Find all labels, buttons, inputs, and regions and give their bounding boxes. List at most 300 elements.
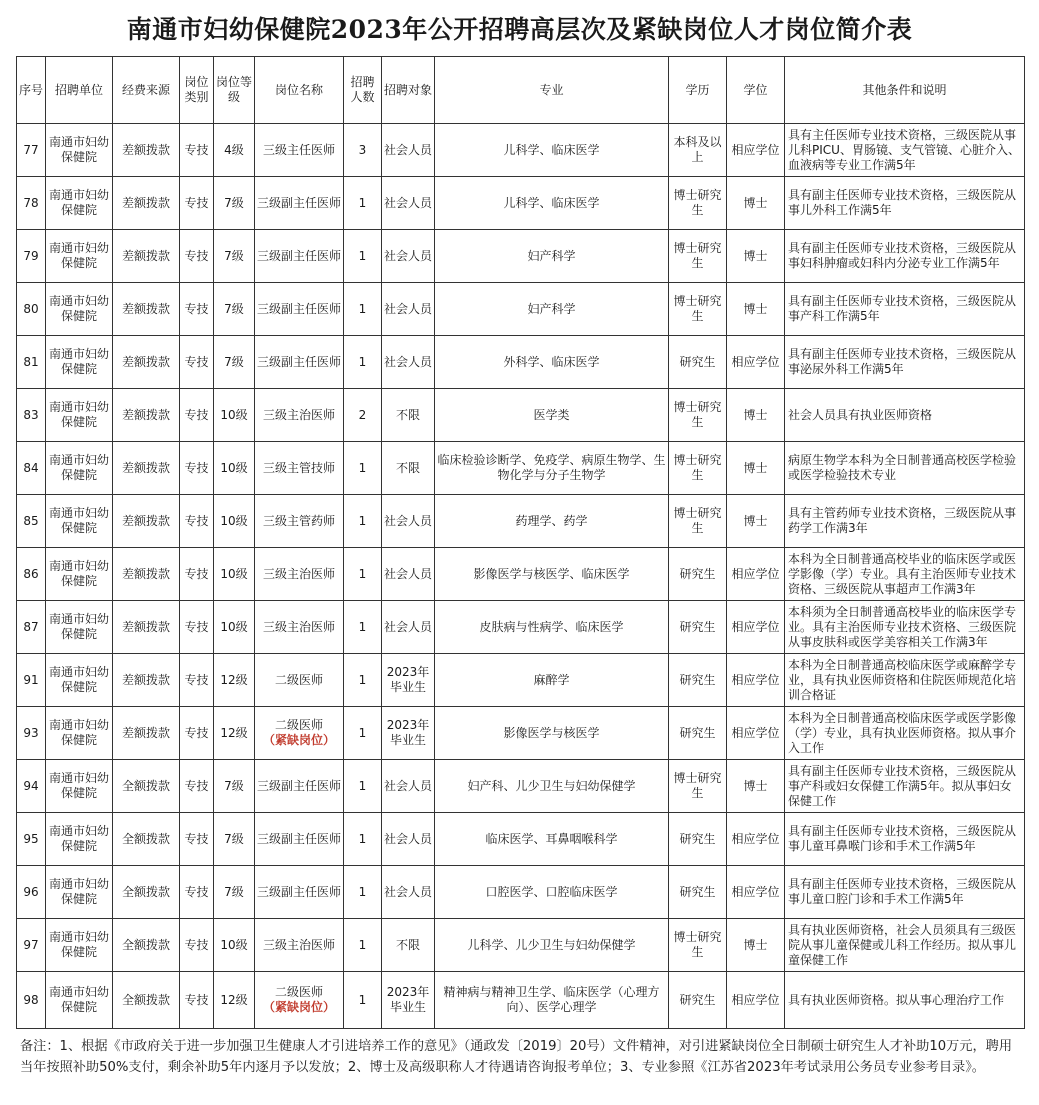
row-number-cell (17, 919, 46, 972)
headcount-cell (344, 389, 382, 442)
headcount-cell (344, 601, 382, 654)
major-cell (435, 336, 669, 389)
position-grade: 7级 (224, 248, 244, 263)
position-name: 三级主管技师 (262, 460, 335, 475)
position-name-cell (255, 389, 344, 442)
position-grade-cell (214, 919, 255, 972)
position-category-cell (180, 972, 214, 1029)
header-cell: 岗位等级 (214, 57, 255, 124)
headcount: 1 (358, 884, 367, 899)
position-category-cell (180, 442, 214, 495)
education-cell (669, 177, 727, 230)
row-number-cell (17, 866, 46, 919)
degree-cell (727, 654, 785, 707)
position-name: 三级副主任医师 (257, 831, 342, 846)
headcount-cell (344, 760, 382, 813)
row-number: 78 (23, 195, 39, 210)
table-row (17, 495, 1025, 548)
notes-cell (785, 654, 1025, 707)
recruiting-unit: 南通市妇幼保健院 (48, 188, 109, 217)
header-cell: 岗位名称 (255, 57, 344, 124)
notes: 具有副主任医师专业技术资格，三级医院从事产科工作满5年 (788, 294, 1017, 323)
notes: 具有主任医师专业技术资格，三级医院从事儿科PICU、胃肠镜、支气管镜、心脏介入、血液病等专业工作满5年 (788, 127, 1020, 172)
notes: 本科为全日制普通高校临床医学或医学影像（学）专业，具有执业医师资格。拟从事介入工作 (788, 710, 1017, 755)
major: 儿科学、儿少卫生与妇幼保健学 (467, 937, 636, 952)
major: 医学类 (533, 407, 570, 422)
position-grade-cell (214, 548, 255, 601)
recruit-target-cell (382, 336, 435, 389)
recruit-target-cell (382, 707, 435, 760)
position-name-cell (255, 866, 344, 919)
headcount-cell (344, 177, 382, 230)
position-name: 三级副主任医师 (257, 248, 342, 263)
education: 研究生 (679, 831, 716, 846)
header-cell: 招聘单位 (46, 57, 113, 124)
notes-cell (785, 230, 1025, 283)
headcount-cell (344, 707, 382, 760)
education: 博士研究生 (673, 241, 722, 270)
position-name-cell (255, 548, 344, 601)
degree-cell (727, 336, 785, 389)
funding-source-cell (113, 283, 180, 336)
position-grade: 12级 (220, 992, 248, 1007)
funding-source-cell (113, 866, 180, 919)
position-category: 专技 (184, 937, 209, 952)
degree: 相应学位 (731, 884, 780, 899)
position-category: 专技 (184, 407, 209, 422)
position-category-cell (180, 283, 214, 336)
position-grade-cell (214, 283, 255, 336)
funding-source: 差额拨款 (121, 354, 170, 369)
major-cell (435, 389, 669, 442)
funding-source: 差额拨款 (121, 248, 170, 263)
funding-source: 差额拨款 (121, 301, 170, 316)
recruit-target-cell (382, 919, 435, 972)
recruit-target: 2023年毕业生 (386, 985, 430, 1014)
position-name-cell (255, 707, 344, 760)
major-cell (435, 760, 669, 813)
row-number-cell (17, 230, 46, 283)
major: 麻醉学 (533, 672, 570, 687)
education: 博士研究生 (673, 188, 722, 217)
recruit-target: 社会人员 (384, 884, 433, 899)
position-grade: 10级 (220, 407, 248, 422)
recruiting-unit: 南通市妇幼保健院 (48, 241, 109, 270)
recruiting-unit: 南通市妇幼保健院 (48, 347, 109, 376)
recruiting-unit: 南通市妇幼保健院 (48, 665, 109, 694)
notes: 具有副主任医师专业技术资格，三级医院从事泌尿外科工作满5年 (788, 347, 1017, 376)
position-category: 专技 (184, 195, 209, 210)
education: 博士研究生 (673, 453, 722, 482)
education: 研究生 (679, 354, 716, 369)
table-row (17, 389, 1025, 442)
position-name: 二级医师 (274, 718, 323, 732)
funding-source-cell (113, 707, 180, 760)
headcount-cell (344, 972, 382, 1029)
position-name-cell (255, 972, 344, 1029)
funding-source: 差额拨款 (121, 725, 170, 740)
position-name-cell (255, 230, 344, 283)
degree: 博士 (743, 301, 768, 316)
recruit-target: 社会人员 (384, 566, 433, 581)
row-number: 93 (23, 725, 39, 740)
position-category-cell (180, 389, 214, 442)
degree-cell (727, 760, 785, 813)
funding-source: 全额拨款 (121, 884, 170, 899)
degree: 相应学位 (731, 619, 780, 634)
position-name: 三级副主任医师 (257, 884, 342, 899)
headcount-cell (344, 654, 382, 707)
major-cell (435, 548, 669, 601)
headcount-cell (344, 124, 382, 177)
funding-source: 差额拨款 (121, 513, 170, 528)
headcount: 1 (358, 937, 367, 952)
major: 临床医学、耳鼻咽喉科学 (485, 831, 618, 846)
funding-source: 全额拨款 (121, 778, 170, 793)
table-row (17, 548, 1025, 601)
headcount-cell (344, 495, 382, 548)
degree-cell (727, 283, 785, 336)
header-cell: 序号 (17, 57, 46, 124)
table-row (17, 336, 1025, 389)
position-grade: 10级 (220, 619, 248, 634)
recruit-target-cell (382, 177, 435, 230)
table-row (17, 972, 1025, 1029)
funding-source: 差额拨款 (121, 672, 170, 687)
education: 研究生 (679, 566, 716, 581)
position-name: 二级医师 (274, 672, 323, 687)
major: 口腔医学、口腔临床医学 (485, 884, 618, 899)
degree-cell (727, 442, 785, 495)
recruiting-unit-cell (46, 283, 113, 336)
position-name-cell (255, 442, 344, 495)
position-category-cell (180, 919, 214, 972)
recruiting-unit-cell (46, 866, 113, 919)
row-number-cell (17, 654, 46, 707)
major-cell (435, 230, 669, 283)
degree-cell (727, 495, 785, 548)
education-cell (669, 919, 727, 972)
row-number-cell (17, 548, 46, 601)
row-number: 79 (23, 248, 39, 263)
position-grade: 10级 (220, 566, 248, 581)
major: 皮肤病与性病学、临床医学 (479, 619, 624, 634)
recruit-target-cell (382, 124, 435, 177)
recruit-target: 社会人员 (384, 248, 433, 263)
education: 研究生 (679, 992, 716, 1007)
position-category: 专技 (184, 142, 209, 157)
position-grade: 4级 (224, 142, 244, 157)
scarce-position-tag: （紧缺岗位） (262, 733, 335, 747)
degree: 相应学位 (731, 725, 780, 740)
education-cell (669, 972, 727, 1029)
position-name: 三级主治医师 (262, 937, 335, 952)
recruit-target: 社会人员 (384, 831, 433, 846)
recruiting-unit: 南通市妇幼保健院 (48, 985, 109, 1014)
notes-cell (785, 442, 1025, 495)
position-category: 专技 (184, 619, 209, 634)
position-name: 三级主治医师 (262, 619, 335, 634)
table-row (17, 124, 1025, 177)
notes: 具有副主任医师专业技术资格，三级医院从事妇科肿瘤或妇科内分泌专业工作满5年 (788, 241, 1017, 270)
position-grade: 7级 (224, 831, 244, 846)
headcount-cell (344, 866, 382, 919)
table-row (17, 442, 1025, 495)
degree: 相应学位 (731, 831, 780, 846)
row-number: 83 (23, 407, 39, 422)
recruiting-unit: 南通市妇幼保健院 (48, 559, 109, 588)
headcount: 1 (358, 513, 367, 528)
funding-source-cell (113, 601, 180, 654)
degree-cell (727, 707, 785, 760)
funding-source-cell (113, 336, 180, 389)
education: 研究生 (679, 884, 716, 899)
degree-cell (727, 124, 785, 177)
recruiting-unit-cell (46, 442, 113, 495)
notes-cell (785, 760, 1025, 813)
recruit-target: 社会人员 (384, 778, 433, 793)
position-grade-cell (214, 813, 255, 866)
recruiting-unit-cell (46, 548, 113, 601)
notes-cell (785, 707, 1025, 760)
headcount: 2 (358, 407, 367, 422)
footnote: 备注：1、根据《市政府关于进一步加强卫生健康人才引进培养工作的意见》（通政发〔2019〕20号）文件精神，对引进紧缺岗位全日制硕士研究生人才补助10万元，聘用当年按照补助50%支付，剩余补助5年内逐月予以发放；2、博士及高级职称人才待遇请咨询报考单位；3、专业参照《江苏省2023年考试录用公务员专业参考目录》。 (20, 1039, 1013, 1075)
positions-table (16, 56, 1025, 1029)
position-grade-cell (214, 230, 255, 283)
notes-cell (785, 336, 1025, 389)
row-number-cell (17, 442, 46, 495)
position-category-cell (180, 707, 214, 760)
position-name: 三级副主任医师 (257, 778, 342, 793)
position-name-cell (255, 336, 344, 389)
recruiting-unit-cell (46, 972, 113, 1029)
row-number: 91 (23, 672, 39, 687)
position-category: 专技 (184, 831, 209, 846)
degree-cell (727, 919, 785, 972)
degree-cell (727, 601, 785, 654)
position-grade-cell (214, 495, 255, 548)
row-number: 80 (23, 301, 39, 316)
degree-cell (727, 389, 785, 442)
degree: 相应学位 (731, 992, 780, 1007)
degree: 博士 (743, 407, 768, 422)
major: 临床检验诊断学、免疫学、病原生物学、生物化学与分子生物学 (437, 453, 666, 482)
position-category-cell (180, 601, 214, 654)
position-category-cell (180, 177, 214, 230)
recruiting-unit-cell (46, 601, 113, 654)
row-number: 87 (23, 619, 39, 634)
funding-source-cell (113, 654, 180, 707)
notes-cell (785, 389, 1025, 442)
headcount-cell (344, 442, 382, 495)
headcount: 1 (358, 725, 367, 740)
funding-source-cell (113, 230, 180, 283)
recruiting-unit-cell (46, 336, 113, 389)
degree: 博士 (743, 778, 768, 793)
row-number-cell (17, 177, 46, 230)
row-number-cell (17, 760, 46, 813)
major-cell (435, 866, 669, 919)
position-name: 三级主管药师 (262, 513, 335, 528)
row-number: 97 (23, 937, 39, 952)
table-row (17, 601, 1025, 654)
recruit-target: 不限 (395, 937, 420, 952)
position-name-cell (255, 177, 344, 230)
education-cell (669, 548, 727, 601)
position-category: 专技 (184, 884, 209, 899)
major-cell (435, 283, 669, 336)
recruiting-unit: 南通市妇幼保健院 (48, 400, 109, 429)
education: 研究生 (679, 725, 716, 740)
table-row (17, 919, 1025, 972)
education-cell (669, 124, 727, 177)
notes-cell (785, 919, 1025, 972)
major: 儿科学、临床医学 (503, 195, 600, 210)
degree: 博士 (743, 460, 768, 475)
recruiting-unit: 南通市妇幼保健院 (48, 135, 109, 164)
position-category: 专技 (184, 513, 209, 528)
row-number-cell (17, 283, 46, 336)
position-category-cell (180, 866, 214, 919)
funding-source: 全额拨款 (121, 937, 170, 952)
notes: 本科为全日制普通高校临床医学或麻醉学专业，具有执业医师资格和住院医师规范化培训合格证 (788, 657, 1017, 702)
headcount: 1 (358, 992, 367, 1007)
education-cell (669, 389, 727, 442)
headcount: 1 (358, 619, 367, 634)
funding-source-cell (113, 495, 180, 548)
education: 博士研究生 (673, 930, 722, 959)
row-number-cell (17, 813, 46, 866)
funding-source-cell (113, 813, 180, 866)
position-grade-cell (214, 389, 255, 442)
row-number: 95 (23, 831, 39, 846)
education: 博士研究生 (673, 771, 722, 800)
position-category-cell (180, 495, 214, 548)
education: 博士研究生 (673, 294, 722, 323)
row-number: 85 (23, 513, 39, 528)
position-name-cell (255, 760, 344, 813)
funding-source: 差额拨款 (121, 195, 170, 210)
major-cell (435, 177, 669, 230)
position-category-cell (180, 813, 214, 866)
headcount: 1 (358, 778, 367, 793)
position-grade: 12级 (220, 725, 248, 740)
notes: 具有副主任医师专业技术资格，三级医院从事产科或妇女保健工作满5年。拟从事妇女保健工作 (788, 763, 1017, 808)
row-number-cell (17, 972, 46, 1029)
recruit-target-cell (382, 389, 435, 442)
notes-cell (785, 972, 1025, 1029)
position-grade-cell (214, 707, 255, 760)
position-grade-cell (214, 654, 255, 707)
header-cell: 其他条件和说明 (785, 57, 1025, 124)
recruiting-unit: 南通市妇幼保健院 (48, 506, 109, 535)
position-grade-cell (214, 760, 255, 813)
funding-source-cell (113, 972, 180, 1029)
education-cell (669, 495, 727, 548)
headcount: 1 (358, 831, 367, 846)
recruiting-unit: 南通市妇幼保健院 (48, 612, 109, 641)
position-name-cell (255, 495, 344, 548)
major-cell (435, 919, 669, 972)
major: 妇产科学 (527, 248, 576, 263)
row-number-cell (17, 495, 46, 548)
major-cell (435, 495, 669, 548)
funding-source-cell (113, 548, 180, 601)
headcount-cell (344, 283, 382, 336)
position-name: 三级主治医师 (262, 407, 335, 422)
recruiting-unit-cell (46, 495, 113, 548)
funding-source: 差额拨款 (121, 619, 170, 634)
position-grade: 10级 (220, 937, 248, 952)
funding-source-cell (113, 389, 180, 442)
education-cell (669, 601, 727, 654)
position-category-cell (180, 654, 214, 707)
headcount: 1 (358, 566, 367, 581)
recruit-target-cell (382, 495, 435, 548)
funding-source-cell (113, 919, 180, 972)
recruit-target-cell (382, 548, 435, 601)
position-category-cell (180, 124, 214, 177)
major: 影像医学与核医学 (503, 725, 600, 740)
scarce-position-tag: （紧缺岗位） (262, 1000, 335, 1014)
major: 妇产科、儿少卫生与妇幼保健学 (467, 778, 636, 793)
recruiting-unit: 南通市妇幼保健院 (48, 877, 109, 906)
position-category: 专技 (184, 672, 209, 687)
position-grade: 7级 (224, 301, 244, 316)
headcount: 1 (358, 195, 367, 210)
position-category: 专技 (184, 992, 209, 1007)
row-number: 86 (23, 566, 39, 581)
major: 儿科学、临床医学 (503, 142, 600, 157)
position-category: 专技 (184, 566, 209, 581)
education-cell (669, 866, 727, 919)
position-name-cell (255, 813, 344, 866)
table-row (17, 283, 1025, 336)
recruit-target: 2023年毕业生 (386, 718, 430, 747)
notes: 病原生物学本科为全日制普通高校医学检验或医学检验技术专业 (788, 453, 1017, 482)
recruit-target: 社会人员 (384, 195, 433, 210)
notes: 社会人员具有执业医师资格 (788, 407, 933, 422)
position-category-cell (180, 760, 214, 813)
position-grade-cell (214, 124, 255, 177)
recruiting-unit-cell (46, 760, 113, 813)
position-grade-cell (214, 442, 255, 495)
notes: 本科为全日制普通高校毕业的临床医学或医学影像（学）专业。具有主治医师专业技术资格、三级医院从事超声工作满3年 (788, 551, 1017, 596)
headcount: 3 (358, 142, 367, 157)
header-cell: 学历 (669, 57, 727, 124)
recruit-target: 社会人员 (384, 142, 433, 157)
recruiting-unit: 南通市妇幼保健院 (48, 930, 109, 959)
recruiting-unit-cell (46, 389, 113, 442)
education-cell (669, 654, 727, 707)
recruit-target: 社会人员 (384, 619, 433, 634)
education-cell (669, 283, 727, 336)
funding-source-cell (113, 124, 180, 177)
recruiting-unit-cell (46, 919, 113, 972)
education: 研究生 (679, 672, 716, 687)
recruit-target-cell (382, 442, 435, 495)
position-name: 三级副主任医师 (257, 301, 342, 316)
row-number: 77 (23, 142, 39, 157)
degree: 博士 (743, 937, 768, 952)
notes-cell (785, 866, 1025, 919)
degree: 博士 (743, 195, 768, 210)
headcount: 1 (358, 301, 367, 316)
header-cell: 招聘人数 (344, 57, 382, 124)
notes: 具有主管药师专业技术资格，三级医院从事药学工作满3年 (788, 506, 1017, 535)
funding-source: 差额拨款 (121, 142, 170, 157)
degree: 博士 (743, 248, 768, 263)
